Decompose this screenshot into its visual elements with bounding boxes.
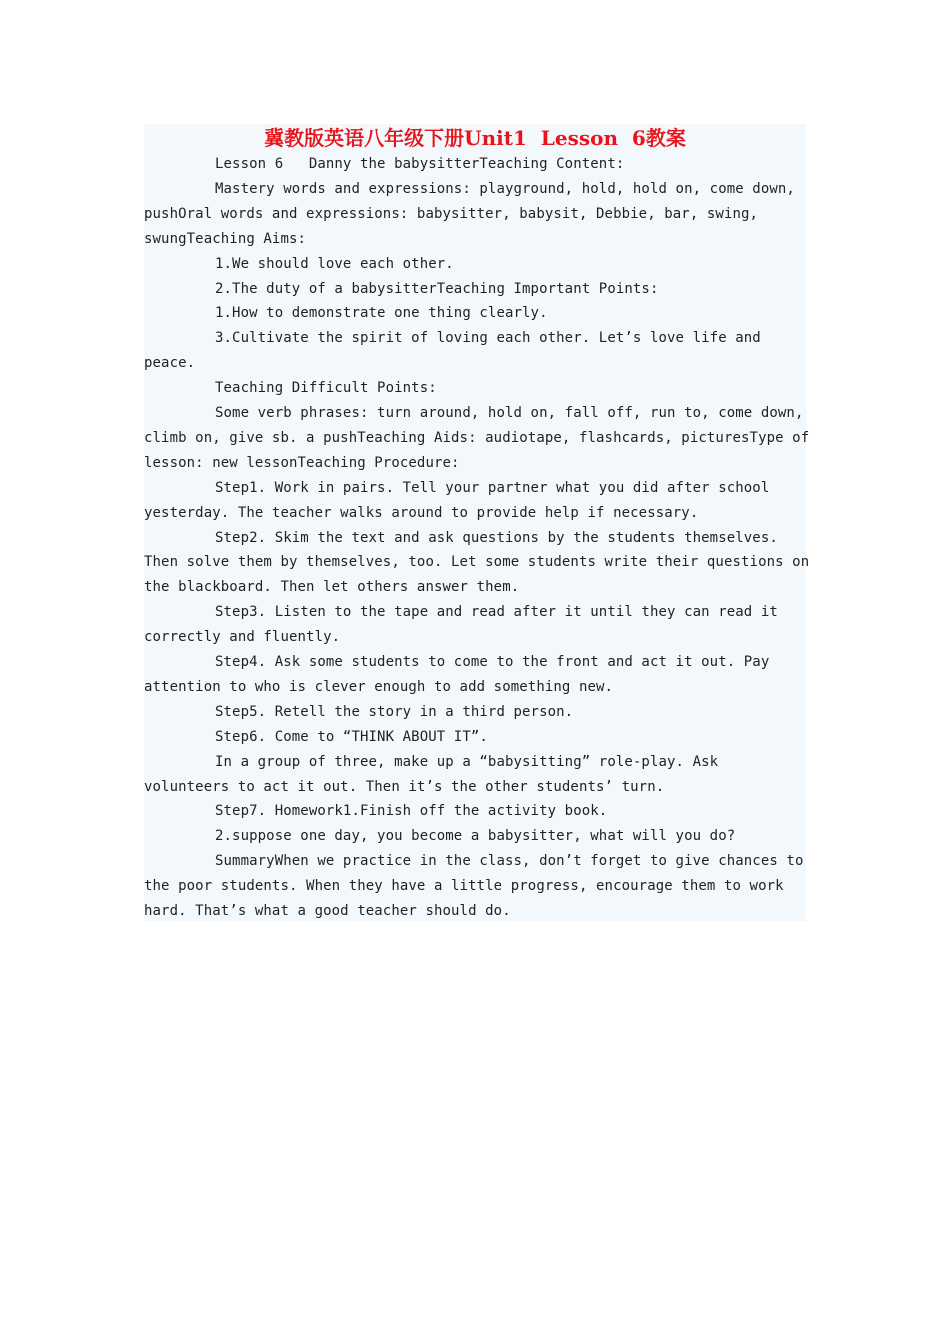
text-line: In a group of three, make up a “babysitting” role-play. Ask	[215, 753, 719, 770]
text-line: lesson: new lessonTeaching Procedure:	[144, 454, 460, 471]
text-line: Step5. Retell the story in a third person.	[215, 703, 574, 720]
text-line: yesterday. The teacher walks around to provide help if necessary.	[144, 504, 699, 521]
text-line: Step7. Homework1.Finish off the activity book.	[215, 803, 608, 820]
text-line: Step3. Listen to the tape and read after it until they can read it	[215, 604, 778, 621]
text-line: the blackboard. Then let others answer them.	[144, 579, 520, 596]
text-line: climb on, give sb. a pushTeaching Aids: audiotape, flashcards, picturesType of	[144, 429, 810, 446]
text-line: Then solve them by themselves, too. Let some students write their questions on	[144, 554, 810, 571]
text-line: Step1. Work in pairs. Tell your partner what you did after school	[215, 479, 770, 496]
text-line: Some verb phrases: turn around, hold on, fall off, run to, come down,	[215, 405, 804, 421]
text-line: swungTeaching Aims:	[144, 230, 307, 247]
text-line: pushOral words and expressions: babysitter, babysit, Debbie, bar, swing,	[144, 205, 759, 222]
text-line: 2.suppose one day, you become a babysitter, what will you do?	[215, 828, 736, 845]
text-line: Lesson 6 Danny the babysitterTeaching Content:	[215, 156, 625, 172]
text-line: the poor students. When they have a little progress, encourage them to work	[144, 878, 784, 895]
text-line: SummaryWhen we practice in the class, don’t forget to give chances to	[215, 853, 804, 870]
text-line: Mastery words and expressions: playground, hold, hold on, come down,	[215, 180, 795, 197]
text-line: peace.	[144, 355, 196, 372]
text-line: correctly and fluently.	[144, 629, 341, 646]
document-title: 冀教版英语八年级下册Unit1 Lesson 6教案	[264, 126, 686, 150]
document-body	[144, 124, 810, 921]
text-line: 2.The duty of a babysitterTeaching Important Points:	[215, 280, 659, 297]
text-line: volunteers to act it out. Then it’s the other students’ turn.	[144, 778, 665, 795]
text-line: 1.We should love each other.	[215, 255, 454, 272]
text-line: 3.Cultivate the spirit of loving each other. Let’s love life and	[215, 330, 761, 347]
text-line: hard. That’s what a good teacher should do.	[144, 903, 511, 919]
text-line: attention to who is clever enough to add something new.	[144, 678, 614, 695]
text-line: Step2. Skim the text and ask questions by the students themselves.	[215, 529, 778, 546]
text-line: Step4. Ask some students to come to the front and act it out. Pay	[215, 654, 770, 670]
text-line: Step6. Come to “THINK ABOUT IT”.	[215, 728, 488, 745]
text-line: Teaching Difficult Points:	[215, 380, 437, 397]
text-line: 1.How to demonstrate one thing clearly.	[215, 305, 548, 322]
